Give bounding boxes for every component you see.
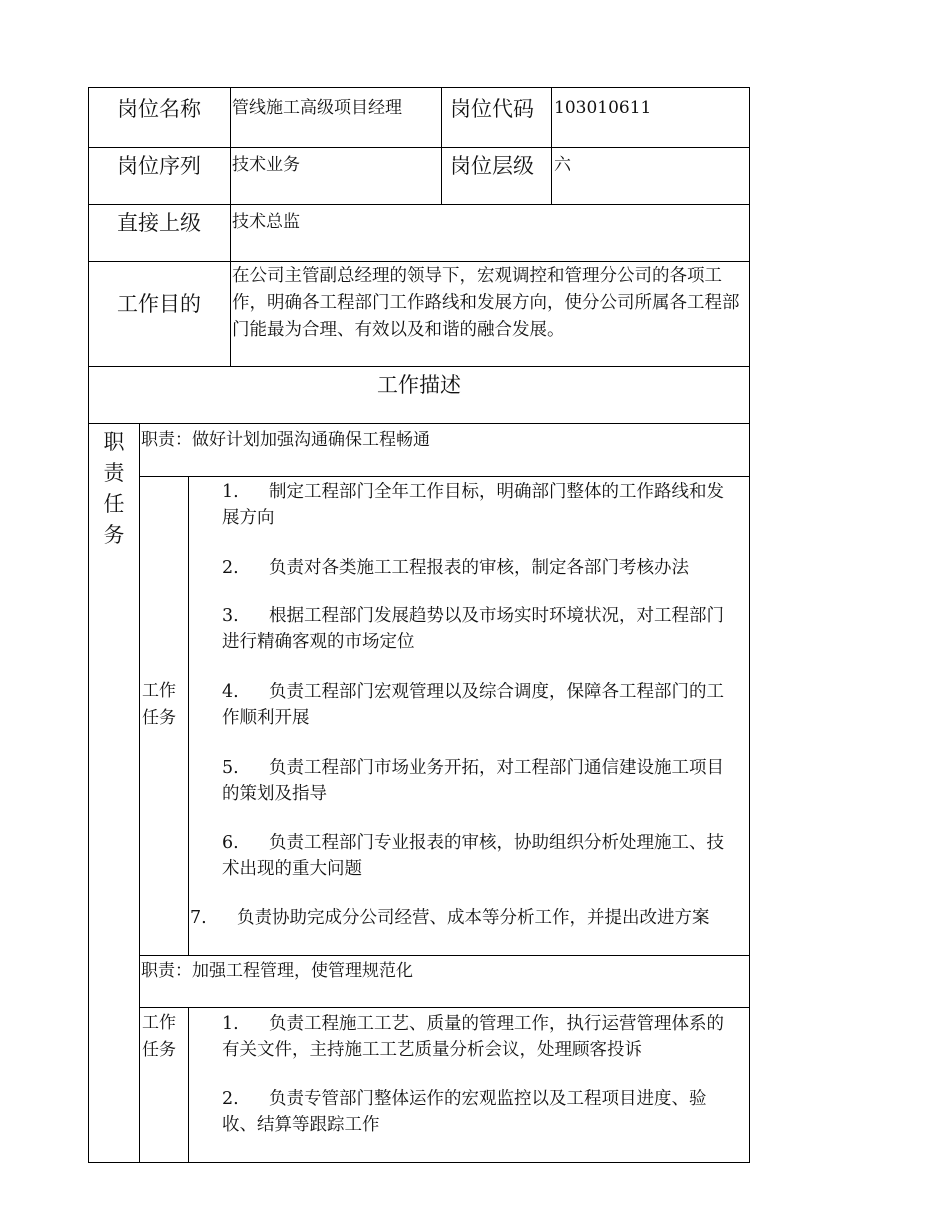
task-item: 1. 负责工程施工工艺、质量的管理工作，执行运营管理体系的有关文件，主持施工工艺质量分析会议，处理顾客投诉 [222,1014,724,1060]
task-item: 5. 负责工程部门市场业务开拓，对工程部门通信建设施工项目的策划及指导 [222,758,724,804]
duty-title: 职责：加强工程管理，使管理规范化 [141,961,413,981]
post-code-label: 岗位代码 [450,97,534,121]
duties-label-char: 责 [103,461,125,485]
task-item: 2. 负责对各类施工工程报表的审核，制定各部门考核办法 [222,558,689,578]
post-level-value: 六 [554,155,571,175]
task-item: 1. 制定工程部门全年工作目标，明确部门整体的工作路线和发展方向 [222,482,724,528]
task-label: 工作任务 [142,1013,176,1060]
task-item: 3. 根据工程部门发展趋势以及市场实时环境状况，对工程部门进行精确客观的市场定位 [222,606,724,652]
superior-value: 技术总监 [232,212,300,232]
duty-title: 职责：做好计划加强沟通确保工程畅通 [141,430,430,450]
purpose-label: 工作目的 [117,292,201,316]
task-item: 4. 负责工程部门宏观管理以及综合调度，保障各工程部门的工作顺利开展 [222,682,724,728]
task-item: 7. 负责协助完成分公司经营、成本等分析工作，并提出改进方案 [190,908,710,928]
post-name-label: 岗位名称 [117,97,201,121]
post-code-value: 103010611 [554,98,652,118]
post-seq-value: 技术业务 [232,155,300,175]
task-item: 2. 负责专管部门整体运作的宏观监控以及工程项目进度、验收、结算等跟踪工作 [222,1089,707,1135]
duties-label-char: 职 [103,430,125,454]
duties-label-char: 务 [103,523,125,547]
duties-label-char: 任 [103,492,125,516]
task-item: 6. 负责工程部门专业报表的审核，协助组织分析处理施工、技术出现的重大问题 [222,833,724,879]
post-seq-label: 岗位序列 [117,154,201,178]
post-name-value: 管线施工高级项目经理 [232,98,402,118]
superior-label: 直接上级 [117,211,201,235]
post-level-label: 岗位层级 [450,154,534,178]
purpose-value: 在公司主管副总经理的领导下，宏观调控和管理分公司的各项工作，明确各工程部门工作路线和发展方向，使分公司所属各工程部门能最为合理、有效以及和谐的融合发展。 [232,266,740,340]
description-title: 工作描述 [377,373,461,397]
task-label: 工作任务 [142,681,176,728]
